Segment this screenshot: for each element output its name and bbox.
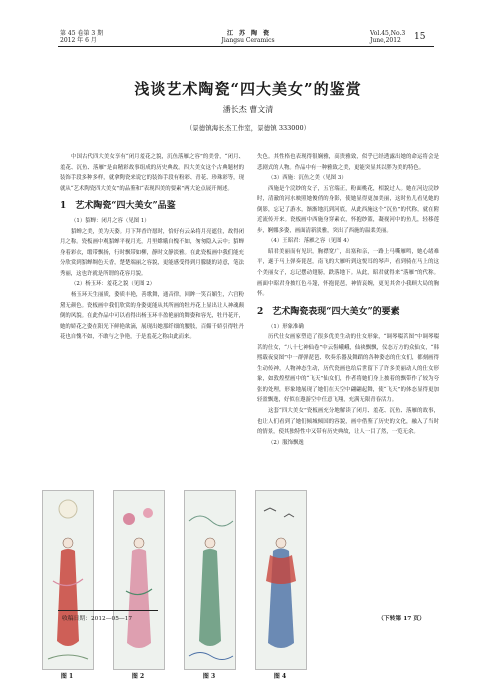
figure-1-panel <box>42 490 94 670</box>
date-en: June,2012 <box>370 37 401 44</box>
journal-name-en: Jiangsu Ceramics <box>221 37 275 44</box>
issue-date: 2012 年 6 月 <box>60 37 97 44</box>
page-number: 15 <box>414 32 426 42</box>
xishi-title: （3）西施：沉鱼之美（见图 3） <box>268 175 347 182</box>
journal-name <box>200 30 296 44</box>
continued-note: （下转第 17 页） <box>378 616 425 622</box>
figure-3-painting <box>185 491 235 669</box>
figure-3-caption: 图 3 <box>202 673 216 680</box>
journal-volume-en <box>370 30 405 44</box>
article-title: 浅谈艺术陶瓷“四大美女”的鉴赏 <box>134 80 362 98</box>
figure-1-painting <box>43 491 93 669</box>
section-2-heading: 2 艺术陶瓷表现“四大美女”的要素 <box>257 306 400 317</box>
header-rule <box>58 46 434 47</box>
figure-3-panel <box>184 490 236 670</box>
wangzhaojun-text: 昭君美丽而有见识，胸襟宽广，出塞和亲，一路上马嘶雁鸣，她心绪难平，遂于马上弹奏琵琶，南飞的大雁听到这悦耳的琴声，看到骑在马上的这个美丽女子，忘记摆动翅膀，跌落地下。从此，昭君就得来“落雁”的代称。画面中昭君身披红色斗篷，怀抱琵琶，神情哀婉，更见其舍小我顾大局的胸怀。 <box>257 248 439 298</box>
left-column <box>60 152 244 343</box>
journal-issue <box>60 30 103 44</box>
right-column <box>257 152 439 448</box>
figure-4-painting <box>256 491 306 669</box>
figure-2-painting <box>114 491 164 669</box>
wangzhaojun-title: （4）王昭君：落雁之容（见图 4） <box>268 238 353 245</box>
article-authors: 潘长杰 曹文清 <box>222 105 274 114</box>
yangyuhuan-title: （2）杨玉环：羞花之貌（见图 2） <box>71 281 156 288</box>
figure-2-caption: 图 2 <box>131 673 145 680</box>
accurate-image-title: （1）形象准确 <box>268 323 304 330</box>
journal-name-cn: 江 苏 陶 瓷 <box>226 30 269 37</box>
yangyuhuan-text-cont: 失色。其性格也表现得很娴雅，高贵雅致，似乎已经透露出她的命运将会是悲剧式的人物。作品中有一种雅致之美，更能突显其以胖为美的特色。 <box>257 154 439 171</box>
intro-paragraph: 中国古代四大美女享有“闭月羞花之貌，沉鱼落雁之容”的美誉，“闭月、羞花、沉鱼、落雁”是由精彩故事组成的历史典故。四大美女这个古典题材的装饰手段多种多样，就拿陶瓷来说它的装饰手段有粉彩、青花、珍珠彩等，现就从“艺术陶瓷四大美女”的品鉴和“表现四美的要素”两大论点展开阐述。 <box>60 154 244 192</box>
xishi-text: 西施是个浣纱的女子，五官端正，粉面桃花，相貌过人。她在河边浣纱时，清澈的河水映照她俊俏的身影，使她显得更加美丽，这时鱼儿看见她的倒影，忘记了游水，渐渐地沉到河底，从此西施这个“沉鱼”的代称，就在附近流传开来。瓷板画中西施身穿素衣，怀抱纱篮，凝视河中的鱼儿，轻移莲步，婀娜多姿，画面清新淡雅，突出了西施的温柔美丽。 <box>257 185 439 234</box>
figure-2-panel <box>113 490 165 670</box>
volume-en: Vol.45,No.3 <box>370 30 406 37</box>
accurate-image-text-2: 这套“四大美女”瓷板画充分地解读了闭月、羞花、沉鱼、落雁的故事，也让人们看到了她们倾城倾国的容貌，画中借鉴了历史的文化，融入了当时的情景，使其独特性中又带有历史典故，让人一目了然，一览无余。 <box>257 408 439 436</box>
clothing-title: （2）服饰飘逸 <box>268 439 304 446</box>
figure-4-panel <box>255 490 307 670</box>
article-affiliation: （景德镇海长杰工作室，景德镇 333000） <box>185 124 311 132</box>
figure-1-caption: 图 1 <box>60 673 74 680</box>
accurate-image-text: 历代仕女画家塑造了很多优美生动的仕女形象，“调琴啜茗图”中调琴啜茗的仕女，“八十七神仙卷”中云髻峨峨，仙袂飘飘，仪态万方的众仙女，“韩熙载夜宴图”中一群弹琵琶、吹奏乐器及舞蹈的各种姿态的仕女们，都刻画得生动传神，人物神态生动，历代瓷画也给后世留下了许多美丽动人的仕女形象，如敦煌壁画中的“飞天”仙女们，作者将她们身上披着的飘带作了较为夸张的处理，形象地展现了她们在天空中翩翩起舞，使“飞天”的体态显得更加轻盈飘逸，好似在遨游空中任意飞翔，充满无限青春活力。 <box>257 334 439 404</box>
diaochan-text: 貂蝉之美，美为天姿。月下拜香许愿时，恰好有云朵将月亮遮住，故得闭月之称。瓷板画中观貂蝉平视月光，月里嫦娥自愧不如，匆匆隐入云中；貂蝉身着彩衣，缎带飘扬，行时飘带如柳，静时文静淡雅。在此瓷板画中我们能充分欣赏到貂蝉绸色天香，楚楚端丽之容貌，更能感受得到月朦胧的诗意，笔法秀丽，这也许就是所谓的花容月貌。 <box>60 228 244 277</box>
received-date: 收稿日期：2012—05—17 <box>62 616 133 622</box>
diaochan-title: （1）貂蝉：闭月之容（见图 1） <box>71 218 150 225</box>
footer-rule <box>58 610 158 611</box>
figure-4-caption: 图 4 <box>273 673 287 680</box>
section-1-heading: 1 艺术陶瓷“四大美女”品鉴 <box>60 201 176 212</box>
yangyuhuan-text: 杨玉环天生丽质，姿质丰艳，善歌舞，通音律，回眸一笑百媚生，六宫粉黛无颜色。瓷板画中我们欣赏的身姿更能从其所画的牡丹花上显出让人神魂颠倒的风貌。在此作品中可以看得出杨玉环丰盈艳丽的舞姿和容光，牡丹花开，她的娇花之姿在阳光下鲜艳欲滴，展现出她那纤细的腰肢，百媚千娇引得牡丹花也自愧不如，不敢与之争艳，于是羞花之称由此而来。 <box>60 292 244 341</box>
volume-issue: 第 45 卷第 3 期 <box>60 30 104 37</box>
